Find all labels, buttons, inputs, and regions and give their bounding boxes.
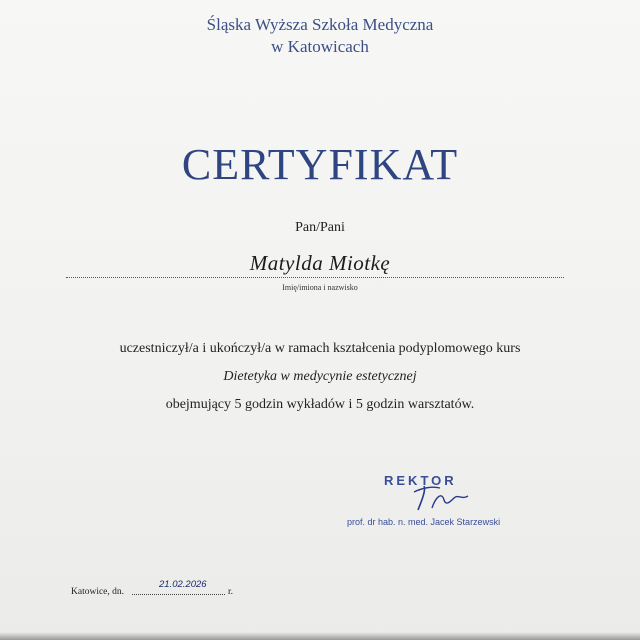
name-caption: Imię/imiona i nazwisko: [282, 283, 358, 292]
issue-date: 21.02.2026: [159, 579, 207, 590]
date-suffix: r.: [228, 587, 234, 597]
course-name: Dietetyka w medycynie estetycznej: [223, 369, 417, 384]
certificate-title: CERTYFIKAT: [181, 140, 459, 189]
place-label: Katowice, dn.: [71, 587, 125, 597]
rektor-label: REKTOR: [384, 473, 457, 488]
name-dotted-line: [66, 277, 564, 278]
completion-statement: uczestniczył/a i ukończył/a w ramach kształcenia podyplomowego kurs: [119, 341, 521, 356]
course-hours: obejmujący 5 godzin wykładów i 5 godzin warsztatów.: [165, 397, 475, 412]
rektor-name: prof. dr hab. n. med. Jacek Starzewski: [347, 517, 501, 527]
institution-city: w Katowicach: [271, 37, 369, 56]
recipient-name: Matylda Miotkę: [249, 251, 391, 275]
salutation: Pan/Pani: [295, 220, 345, 235]
page-bottom-shadow: [0, 632, 640, 640]
institution-name: Śląska Wyższa Szkoła Medyczna: [206, 15, 434, 34]
date-dotted-line: [132, 594, 225, 595]
handwritten-signature: [410, 480, 470, 514]
